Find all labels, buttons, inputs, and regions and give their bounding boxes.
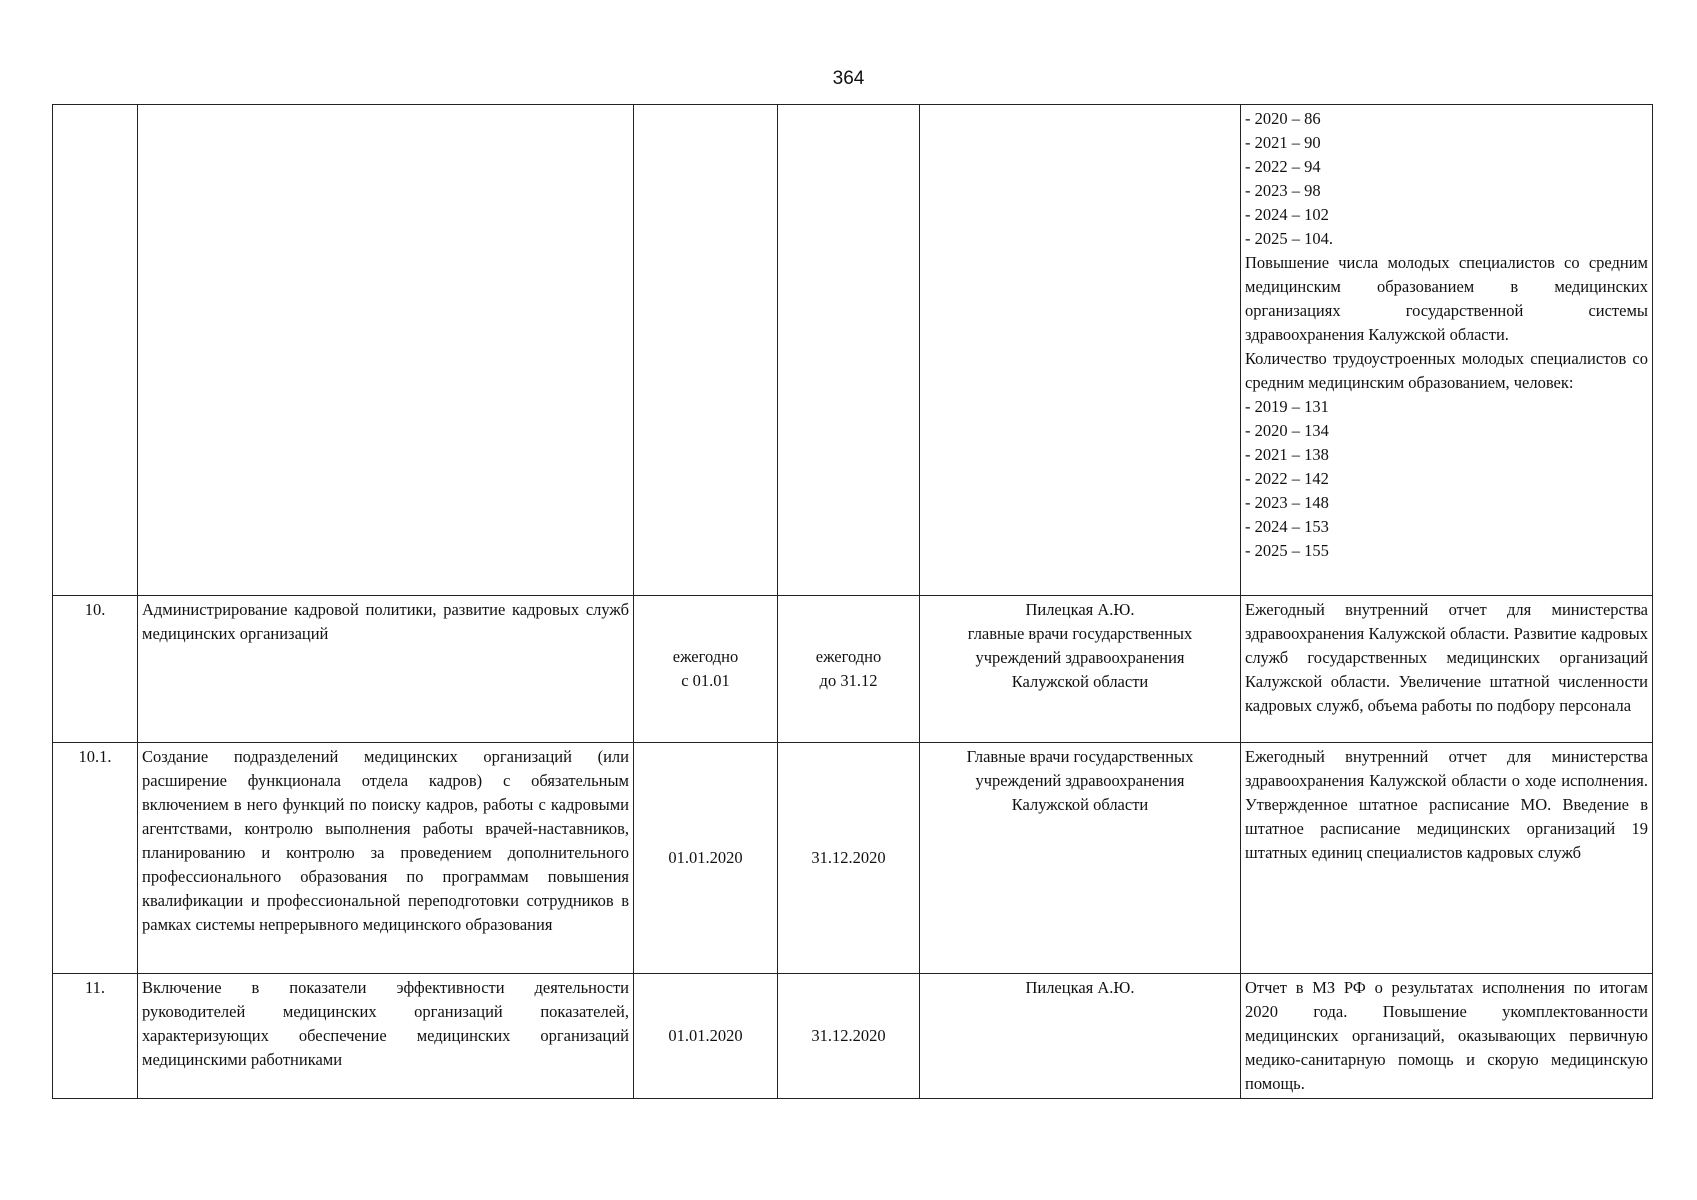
cell-start: [634, 974, 778, 1099]
responsible-line: учреждений здравоохранения: [975, 771, 1185, 790]
start-line: 01.01.2020: [668, 848, 743, 867]
start-line: с 01.01: [681, 671, 730, 690]
cell-end: [778, 974, 920, 1099]
cell-end: [778, 596, 920, 743]
cell-result: Ежегодный внутренний отчет для министерства здравоохранения Калужской области. Развитие кадровых служб государственных медицинских организаций Калужской области. Увеличение штатной численности кадровых служб, объема работы по подбору персонала: [1241, 596, 1653, 743]
table-row: [53, 974, 1653, 1099]
cell-name: Администрирование кадровой политики, развитие кадровых служб медицинских организаций: [138, 596, 634, 743]
cell-result: Ежегодный внутренний отчет для министерства здравоохранения Калужской области о ходе исполнения. Утвержденное штатное расписание МО. Введение в штатное расписание медицинских организаций 19 штатных единиц специалистов кадровых служб: [1241, 743, 1653, 974]
start-line: ежегодно: [672, 647, 739, 666]
cell-name: Включение в показатели эффективности деятельности руководителей медицинских организаций показателей, характеризующих обеспечение медицинских организаций медицинскими работниками: [138, 974, 634, 1099]
table-row: [53, 743, 1653, 974]
end-line: ежегодно: [815, 647, 882, 666]
table-row-continuation: [53, 105, 1653, 596]
result-line: - 2022 – 142: [1245, 469, 1329, 488]
result-line: - 2021 – 90: [1245, 133, 1321, 152]
start-line: 01.01.2020: [668, 1026, 743, 1045]
cell-result: [1241, 105, 1653, 596]
result-line: - 2023 – 148: [1245, 493, 1329, 512]
plan-table: [52, 104, 1653, 1099]
result-line: - 2025 – 155: [1245, 541, 1329, 560]
end-line: 31.12.2020: [811, 1026, 886, 1045]
end-line: 31.12.2020: [811, 848, 886, 867]
cell-num: 10.: [53, 596, 138, 743]
cell-responsible: [920, 105, 1241, 596]
cell-responsible: [920, 743, 1241, 974]
result-line: - 2024 – 102: [1245, 205, 1329, 224]
cell-num: 10.1.: [53, 743, 138, 974]
result-paragraph: Повышение числа молодых специалистов со средним медицинским образованием в медицинских организациях государственной системы здравоохранения Калужской области.: [1245, 253, 1648, 344]
table-row: [53, 596, 1653, 743]
result-line: - 2020 – 134: [1245, 421, 1329, 440]
cell-end: [778, 105, 920, 596]
cell-end: [778, 743, 920, 974]
cell-result: Отчет в МЗ РФ о результатах исполнения по итогам 2020 года. Повышение укомплектованности медицинских организаций, оказывающих первичную медико-санитарную помощь и скорую медицинскую помощь.: [1241, 974, 1653, 1099]
cell-name: Создание подразделений медицинских организаций (или расширение функционала отдела кадров) с обязательным включением в него функций по поиску кадров, работы с кадровыми агентствами, контролю выполнения работы врачей-наставников, планированию и контролю за проведением дополнительного профессионального образования по программам повышения квалификации и профессиональной переподготовки сотрудников в рамках системы непрерывного медицинского образования: [138, 743, 634, 974]
cell-responsible: [920, 974, 1241, 1099]
cell-start: [634, 596, 778, 743]
result-line: - 2020 – 86: [1245, 109, 1321, 128]
responsible-line: Главные врачи государственных: [966, 747, 1194, 766]
responsible-line: Пилецкая А.Ю.: [1025, 600, 1135, 619]
result-line: - 2023 – 98: [1245, 181, 1321, 200]
cell-num: [53, 105, 138, 596]
cell-name: [138, 105, 634, 596]
cell-num: 11.: [53, 974, 138, 1099]
cell-start: [634, 105, 778, 596]
result-line: - 2021 – 138: [1245, 445, 1329, 464]
responsible-line: учреждений здравоохранения: [975, 648, 1185, 667]
responsible-line: Пилецкая А.Ю.: [1025, 978, 1135, 997]
responsible-line: Калужской области: [1011, 672, 1149, 691]
result-line: - 2025 – 104.: [1245, 229, 1333, 248]
responsible-line: главные врачи государственных: [967, 624, 1193, 643]
result-line: - 2024 – 153: [1245, 517, 1329, 536]
result-line: - 2019 – 131: [1245, 397, 1329, 416]
page-number: 364: [832, 68, 865, 89]
end-line: до 31.12: [819, 671, 878, 690]
result-line: - 2022 – 94: [1245, 157, 1321, 176]
responsible-line: Калужской области: [1011, 795, 1149, 814]
cell-start: [634, 743, 778, 974]
result-paragraph: Количество трудоустроенных молодых специалистов со средним медицинским образованием, человек:: [1245, 349, 1648, 392]
cell-responsible: [920, 596, 1241, 743]
